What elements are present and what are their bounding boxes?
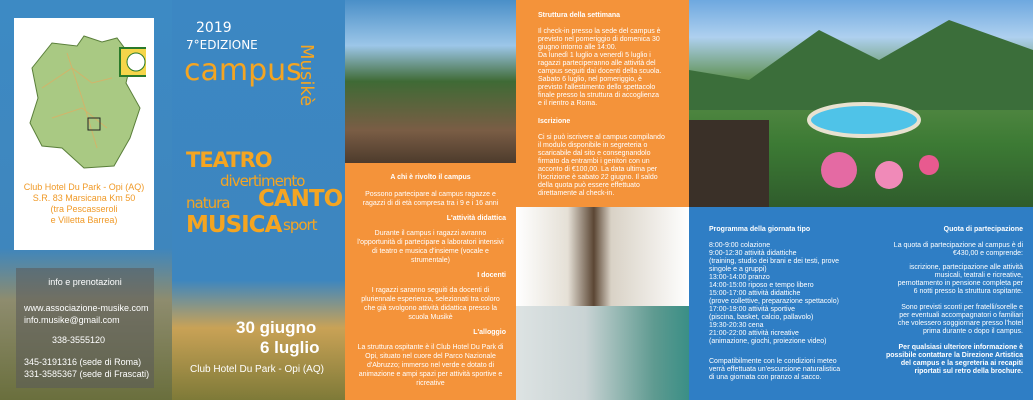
program-line: (piscina, basket, calcio, pallavolo) bbox=[709, 314, 814, 321]
date-start: 30 giugno bbox=[236, 318, 317, 337]
living-room-photo bbox=[516, 207, 689, 306]
musike-title: Musikè bbox=[296, 44, 317, 107]
word-musica: MUSICA bbox=[186, 212, 282, 238]
structure-line: e il rientro a Roma. bbox=[538, 100, 598, 107]
heading-program: Programma della giornata tipo bbox=[709, 226, 811, 233]
venue-address bbox=[18, 182, 150, 226]
enroll-line: acconto di €100,00. La data ultima per bbox=[538, 166, 658, 173]
program-line: 15:00-17:00 attività didattiche bbox=[709, 290, 801, 297]
enroll-line: scaricabile dal sito e consegnandolo bbox=[538, 150, 651, 157]
word-teatro: TEATRO bbox=[186, 148, 272, 172]
program-text bbox=[689, 207, 1033, 400]
program-note-line: verrà effettuata un'escursione naturalistica bbox=[709, 366, 841, 373]
fee-disc-line: per eventuali accompagnatori o familiari bbox=[899, 312, 1023, 319]
structure-line: finale presso la struttura di accoglienza bbox=[538, 92, 660, 99]
campus-title: campus bbox=[184, 53, 302, 88]
program-column bbox=[709, 225, 840, 382]
structure-line: giugno intorno alle 14:00. bbox=[538, 44, 617, 51]
phone-frascati: 331-3585367 (sede di Frascati) bbox=[24, 369, 150, 379]
fee-more-line: riportati sul retro della brochure. bbox=[914, 368, 1023, 375]
about-panel bbox=[345, 0, 516, 400]
edition: 7°EDIZIONE bbox=[186, 38, 258, 52]
program-note-line: Compatibilmente con le condizioni meteo bbox=[709, 358, 837, 365]
cover-venue: Club Hotel Du Park - Opi (AQ) bbox=[190, 364, 324, 375]
contact-title: info e prenotazioni bbox=[48, 277, 122, 287]
fee-incl-line: pernottamento in pensione completa per bbox=[897, 280, 1023, 287]
structure-line: previsto l'allestimento dello spettacolo bbox=[538, 84, 656, 91]
fee-more-line: Per qualsiasi ulteriore informazione è bbox=[898, 344, 1023, 351]
program-line: (animazione, giochi, proiezione video) bbox=[709, 338, 827, 345]
enroll-line: direttamente al check-in. bbox=[538, 190, 615, 197]
structure-line: Da lunedì 1 luglio a venerdì 5 luglio i bbox=[538, 52, 651, 59]
contact-box bbox=[16, 268, 154, 388]
fee-disc-line: prima durante o dopo il campus. bbox=[923, 328, 1023, 335]
structure-line: Il check-in presso la sede del campus è bbox=[538, 28, 661, 35]
text-teachers: I ragazzi saranno seguiti da docenti di pluriennale esperienza, selezionati tra coloro che già svolgono attività didattica presso la scuola Musikè bbox=[361, 287, 500, 321]
schedule-panel bbox=[516, 0, 689, 400]
text-lodging: La struttura ospitante è il Club Hotel Du Park di Opi, situato nel cuore del Parco Nazionale d'Abruzzo; immerso nel verde e dotato di animazione e ampi spazi per attività sportive e ricreative bbox=[357, 344, 504, 387]
phone-main: 338-3555120 bbox=[52, 335, 106, 345]
structure-line: Sabato 6 luglio, nel pomeriggio, è bbox=[538, 76, 642, 83]
bedroom-photo bbox=[516, 306, 689, 400]
program-line: 17:00-19:00 attività sportive bbox=[709, 306, 795, 313]
structure-line: campus seguiti dai docenti della scuola. bbox=[538, 68, 662, 75]
enroll-line: Ci si può iscrivere al campus compilando bbox=[538, 134, 665, 141]
program-line: 21:00-22:00 attività ricreative bbox=[709, 330, 799, 337]
website-link[interactable]: www.associazione-musike.com bbox=[24, 303, 149, 313]
heading-enroll: Iscrizione bbox=[538, 118, 571, 125]
text-target: Possono partecipare al campus ragazze e ragazzi di di età compresa tra i 9 e i 16 anni bbox=[362, 191, 499, 207]
schedule-text bbox=[516, 0, 689, 207]
fee-more-line: possibile contattare la Direzione Artistica bbox=[885, 352, 1023, 359]
fee-more-line: del campus e la segreteria ai recapiti bbox=[900, 360, 1023, 367]
address-line: (tra Pescasseroli bbox=[50, 204, 118, 214]
structure-line: ragazzi parteciperanno alle attività del bbox=[538, 60, 656, 67]
program-line: 9:00-12:30 attività didattiche bbox=[709, 250, 797, 257]
fee-incl-line: iscrizione, partecipazione alle attività bbox=[909, 264, 1023, 271]
pool-illustration bbox=[689, 0, 1033, 207]
structure-line: previsto nel pomeriggio di domenica 30 bbox=[538, 36, 660, 43]
pool-photo bbox=[689, 0, 1033, 207]
word-canto: CANTO bbox=[258, 186, 343, 212]
address-line: e Villetta Barrea) bbox=[50, 215, 118, 225]
program-panel bbox=[689, 0, 1033, 400]
word-natura: natura bbox=[186, 194, 230, 212]
fee-incl-line: 6 notti presso la struttura ospitante. bbox=[913, 288, 1023, 295]
map-card bbox=[14, 18, 154, 250]
enroll-line: firmato da entrambi i genitori con un bbox=[538, 158, 650, 165]
enroll-line: l'iscrizione è sabato 22 giugno. Il saldo bbox=[538, 174, 658, 181]
text-didactic: Durante il campus i ragazzi avranno l'opportunità di partecipare a laboratori intensivi di teatro e musica d'insieme (vocale e strumentale) bbox=[357, 230, 504, 264]
cover-panel bbox=[172, 0, 345, 400]
email-link[interactable]: info.musike@gmail.com bbox=[24, 315, 120, 325]
heading-fee: Quota di partecipazione bbox=[943, 226, 1023, 233]
program-line: 19:30-20:30 cena bbox=[709, 322, 764, 329]
enroll-line: il modulo disponibile in segreteria o bbox=[538, 142, 648, 149]
program-line: 8:00-9:00 colazione bbox=[709, 242, 771, 249]
fee-incl-line: musicali, teatrali e ricreative, bbox=[934, 272, 1023, 279]
contact-panel bbox=[0, 0, 172, 400]
address-line: S.R. 83 Marsicana Km 50 bbox=[32, 193, 136, 203]
heading-structure: Struttura della settimana bbox=[538, 12, 621, 19]
enroll-line: della quota può essere effettuato bbox=[538, 182, 640, 189]
program-line: singole e a gruppi) bbox=[709, 266, 767, 273]
heading-lodging: L'alloggio bbox=[473, 329, 506, 336]
fee-line: La quota di partecipazione al campus è di bbox=[893, 242, 1023, 249]
program-line: (training, studio dei brani e dei testi, prove bbox=[709, 258, 839, 265]
heading-teachers: I docenti bbox=[477, 272, 506, 279]
program-line: 13:00-14:00 pranzo bbox=[709, 274, 770, 281]
address-line: Club Hotel Du Park - Opi (AQ) bbox=[23, 182, 145, 192]
heading-target: A chi è rivolto il campus bbox=[390, 174, 471, 181]
word-divertimento: divertimento bbox=[220, 172, 305, 190]
about-text bbox=[345, 163, 516, 400]
fee-disc-line: Sono previsti sconti per fratelli/sorelle e bbox=[901, 304, 1023, 311]
phone-rome: 345-3191316 (sede di Roma) bbox=[24, 357, 142, 367]
date-end: 6 luglio bbox=[260, 338, 320, 357]
hotel-photo bbox=[345, 0, 516, 163]
fee-disc-line: che volessero soggiornare presso l'hotel bbox=[897, 320, 1023, 327]
word-sport: sport bbox=[283, 216, 317, 234]
fee-column bbox=[867, 225, 1023, 376]
program-line: (prove collettive, preparazione spettacolo) bbox=[709, 298, 839, 305]
region-map bbox=[22, 28, 146, 176]
year: 2019 bbox=[196, 20, 232, 36]
program-note-line: di una giornata con pranzo al sacco. bbox=[709, 374, 822, 381]
fee-line: €430,00 e comprende: bbox=[952, 250, 1023, 257]
heading-didactic: L'attività didattica bbox=[446, 215, 506, 222]
program-line: 14:00-15:00 riposo e tempo libero bbox=[709, 282, 814, 289]
